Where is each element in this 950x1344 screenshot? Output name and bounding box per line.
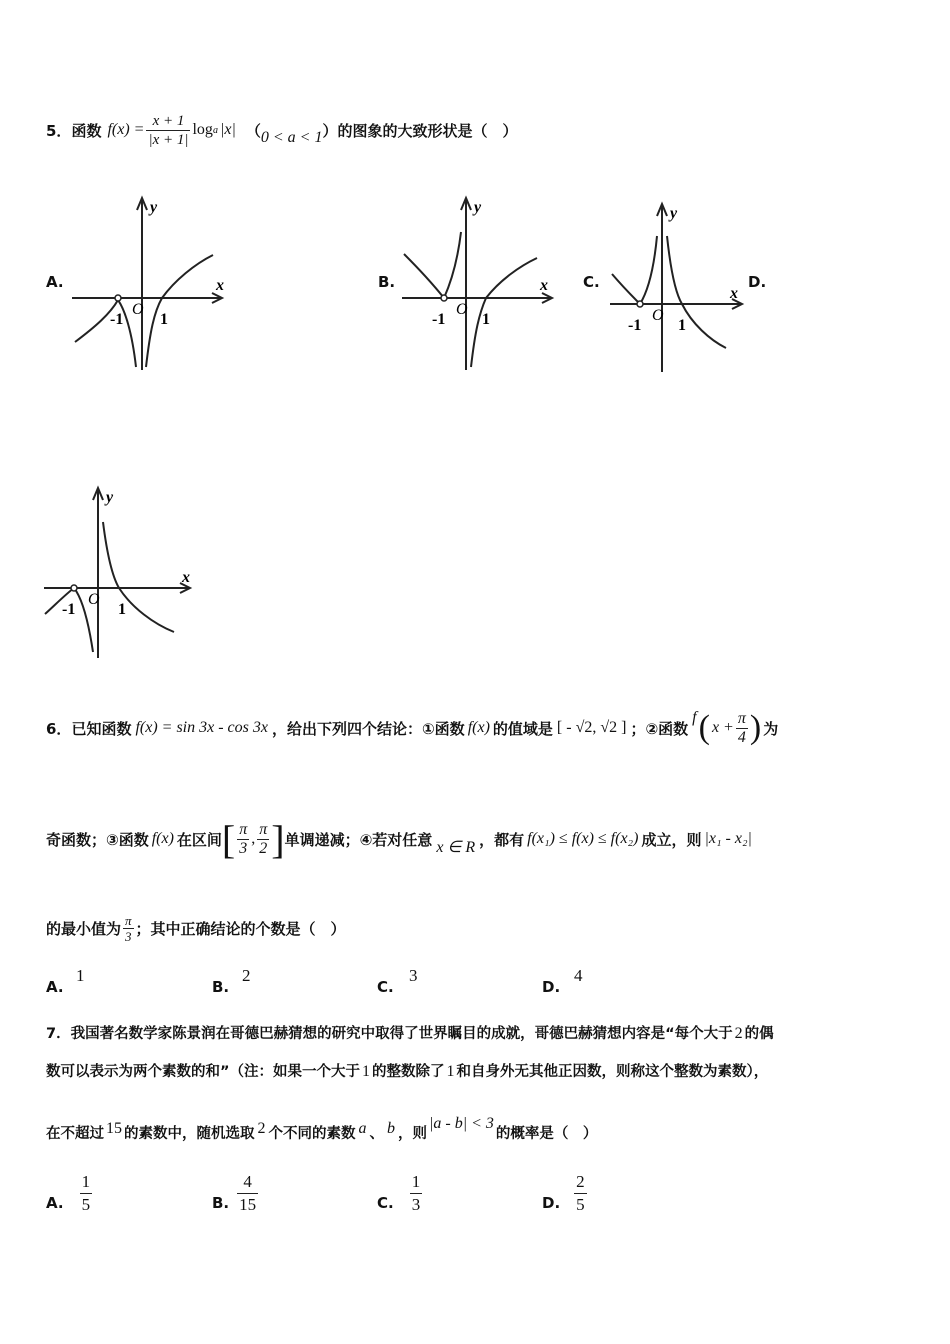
y-axis-label: y — [474, 199, 482, 216]
origin-label: O — [652, 307, 664, 324]
q6-text: 的值域是 — [492, 719, 553, 738]
q7-number-1: 1 — [362, 1063, 371, 1080]
q6-inequality: f(x₁) ≤ f(x) ≤ f(x₂) — [527, 830, 639, 847]
q6-pi: π — [125, 912, 132, 928]
x-axis-label: x — [182, 569, 190, 586]
tick-one: 1 — [678, 317, 686, 334]
q7-numerator: 1 — [80, 1171, 93, 1194]
q6-line-3 — [46, 904, 346, 952]
q6-four: 4 — [737, 728, 746, 746]
q6-text: 的最小值为 — [46, 919, 122, 938]
q5-option-d-label[interactable]: D. — [748, 273, 767, 291]
q7-text: 的概率是（ ） — [495, 1125, 598, 1142]
tick-one: 1 — [482, 311, 490, 328]
q7-number-1: 1 — [446, 1063, 455, 1080]
y-axis-label: y — [106, 489, 114, 506]
curve-left — [404, 232, 461, 298]
q6-option-value: 1 — [76, 966, 85, 985]
q7-text: 数可以表示为两个素数的和”（注：如果一个大于 — [46, 1064, 361, 1080]
q6-pi: π — [737, 709, 746, 727]
q6-fx: f(x) — [467, 719, 490, 736]
q7-text: 和自身外无其他正因数，则称这个整数为素数）， — [456, 1064, 769, 1080]
curve-right — [103, 522, 174, 632]
q7-option-fraction — [574, 1171, 587, 1216]
q6-x-in-r: x ∈ R — [436, 839, 476, 856]
q7-numerator: 2 — [574, 1171, 587, 1194]
q7-text: 在不超过 — [46, 1125, 104, 1142]
point-neg-one — [637, 301, 643, 307]
q6-text: ；其中正确结论的个数是（ ） — [135, 919, 346, 938]
q7-text: 的偶 — [744, 1026, 774, 1042]
q7-option-c[interactable] — [377, 1166, 507, 1220]
q6-option-d[interactable] — [542, 966, 662, 998]
q7-var-b: b — [387, 1120, 395, 1137]
x-axis-label: x — [730, 285, 738, 302]
q6-text: 成立，则 — [641, 830, 702, 849]
q6-text: ，给出下列四个结论：①函数 — [271, 719, 465, 738]
q5-func-lhs: f(x) = — [107, 121, 145, 138]
q7-denominator: 3 — [411, 1194, 421, 1214]
q6-text: 在区间 — [176, 830, 222, 849]
q6-text: 为 — [763, 719, 779, 738]
q7-option-d[interactable] — [542, 1166, 672, 1220]
q7-text: 7．我国著名数学家陈景润在哥德巴赫猜想的研究中取得了世界瞩目的成就，哥德巴赫猜想内容是“每个大于 — [46, 1026, 733, 1042]
q5-graph-a[interactable] — [70, 192, 230, 372]
tick-neg-one: -1 — [628, 317, 642, 334]
q6-paren-close: ) — [749, 709, 762, 746]
q5-fraction — [146, 112, 190, 149]
q7-option-b[interactable] — [212, 1166, 342, 1220]
q6-option-c[interactable] — [377, 966, 497, 998]
q7-number-15: 15 — [106, 1120, 122, 1137]
q6-number: 6． — [46, 719, 72, 738]
q5-log-arg: |x| — [219, 121, 236, 138]
q6-option-a[interactable] — [46, 966, 166, 998]
q5-lead: 函数 — [71, 121, 102, 140]
curve-left — [75, 300, 136, 367]
point-neg-one — [441, 295, 447, 301]
q7-option-a[interactable] — [46, 1166, 176, 1220]
q6-fx-2: f(x) — [151, 830, 174, 847]
q6-pi: π — [259, 820, 268, 838]
tick-neg-one: -1 — [110, 311, 124, 328]
q6-pi: π — [239, 820, 248, 838]
q6-comma: , — [251, 830, 256, 847]
q7-line-1 — [46, 1022, 774, 1043]
q6-function: f(x) = sin 3x - cos 3x — [135, 719, 268, 736]
tick-one: 1 — [118, 601, 126, 618]
q7-denominator: 5 — [81, 1194, 91, 1214]
q5-option-a-label[interactable]: A. — [46, 273, 64, 291]
q7-option-fraction — [410, 1171, 423, 1216]
q5-cond-open: （ — [245, 121, 261, 140]
q6-bracket-close: ] — [271, 816, 285, 862]
q6-line-1 — [46, 694, 778, 762]
q5-stem — [46, 100, 517, 160]
origin-label: O — [88, 591, 100, 608]
q6-option-b[interactable] — [212, 966, 332, 998]
q5-frac-num: x + 1 — [146, 112, 190, 131]
origin-label: O — [456, 301, 468, 318]
q6-option-value: 4 — [574, 966, 583, 985]
q6-two: 2 — [259, 839, 268, 857]
q7-option-label: A. — [46, 1194, 64, 1212]
x-axis-label: x — [540, 277, 548, 294]
q5-tail: 的图象的大致形状是（ ） — [337, 121, 518, 140]
q6-option-label: C. — [377, 978, 394, 996]
q7-numerator: 1 — [410, 1171, 423, 1194]
q6-text: ；②函数 — [630, 719, 689, 738]
q5-graph-c[interactable] — [608, 196, 748, 376]
q6-pi-over-4 — [736, 710, 748, 747]
point-neg-one — [115, 295, 121, 301]
q7-line-2 — [46, 1060, 768, 1081]
q7-line-3 — [46, 1112, 597, 1152]
q7-denominator: 5 — [576, 1194, 585, 1214]
q5-graph-d[interactable] — [42, 484, 202, 664]
curve-right — [146, 255, 213, 367]
point-neg-one — [71, 585, 77, 591]
x-axis-label: x — [216, 277, 224, 294]
q6-three: 3 — [239, 839, 248, 857]
q7-numerator: 4 — [237, 1171, 258, 1194]
q6-three: 3 — [125, 928, 132, 944]
q5-log-sub: a — [212, 124, 218, 136]
q6-range: [ - √2, √2 ] — [556, 719, 627, 736]
q5-option-b-label[interactable]: B. — [378, 273, 396, 291]
curve-right — [471, 258, 537, 367]
q7-text: ，则 — [398, 1125, 427, 1142]
q6-option-label: A. — [46, 978, 64, 996]
q6-arg-x: x + — [711, 719, 734, 736]
q5-option-c-label[interactable]: C. — [583, 273, 600, 291]
tick-one: 1 — [160, 311, 168, 328]
q6-pi-over-3 — [237, 821, 249, 858]
q7-option-label: B. — [212, 1194, 230, 1212]
curve-left — [45, 588, 93, 652]
curve-right — [667, 236, 726, 348]
q5-condition: 0 < a < 1 — [260, 129, 323, 146]
q7-number-2: 2 — [257, 1120, 266, 1137]
q7-text: 的整数除了 — [372, 1064, 445, 1080]
q7-option-fraction — [237, 1171, 258, 1216]
q7-denominator: 15 — [239, 1194, 257, 1214]
y-axis-label: y — [150, 199, 158, 216]
q6-text: 奇函数；③函数 — [46, 830, 149, 849]
q6-option-value: 3 — [409, 966, 418, 985]
q6-f: f — [692, 709, 697, 726]
q5-cond-close: ） — [322, 121, 338, 140]
q5-frac-den: |x + 1| — [148, 131, 189, 148]
q7-text: 的素数中，随机选取 — [124, 1125, 255, 1142]
y-axis-label: y — [670, 205, 678, 222]
curve-left — [612, 236, 657, 304]
q6-text: ，都有 — [479, 830, 525, 849]
q6-pi-over-3-min — [123, 913, 134, 944]
q5-graph-b[interactable] — [400, 192, 560, 372]
q6-option-value: 2 — [242, 966, 251, 985]
q7-text: 、 — [369, 1125, 384, 1142]
q6-text: 已知函数 — [71, 719, 132, 738]
q7-number-2: 2 — [734, 1025, 743, 1042]
q5-log: log — [192, 121, 213, 138]
origin-label: O — [132, 301, 144, 318]
q6-line-2 — [46, 804, 752, 874]
q7-text: 个不同的素数 — [268, 1125, 356, 1142]
q7-option-fraction — [80, 1171, 93, 1216]
q7-option-label: C. — [377, 1194, 394, 1212]
q6-bracket-open: [ — [221, 816, 236, 862]
q6-abs-diff: |x₁ - x₂| — [704, 830, 752, 847]
q7-option-label: D. — [542, 1194, 561, 1212]
q7-condition: |a - b| < 3 — [429, 1115, 494, 1132]
tick-neg-one: -1 — [62, 601, 76, 618]
q6-option-label: D. — [542, 978, 561, 996]
q6-text: 单调递减；④若对任意 — [284, 830, 433, 849]
q6-pi-over-2 — [257, 821, 269, 858]
q5-number: 5． — [46, 121, 72, 140]
q6-option-label: B. — [212, 978, 230, 996]
tick-neg-one: -1 — [432, 311, 446, 328]
q7-var-a: a — [358, 1120, 367, 1137]
q6-paren-open: ( — [698, 709, 710, 746]
